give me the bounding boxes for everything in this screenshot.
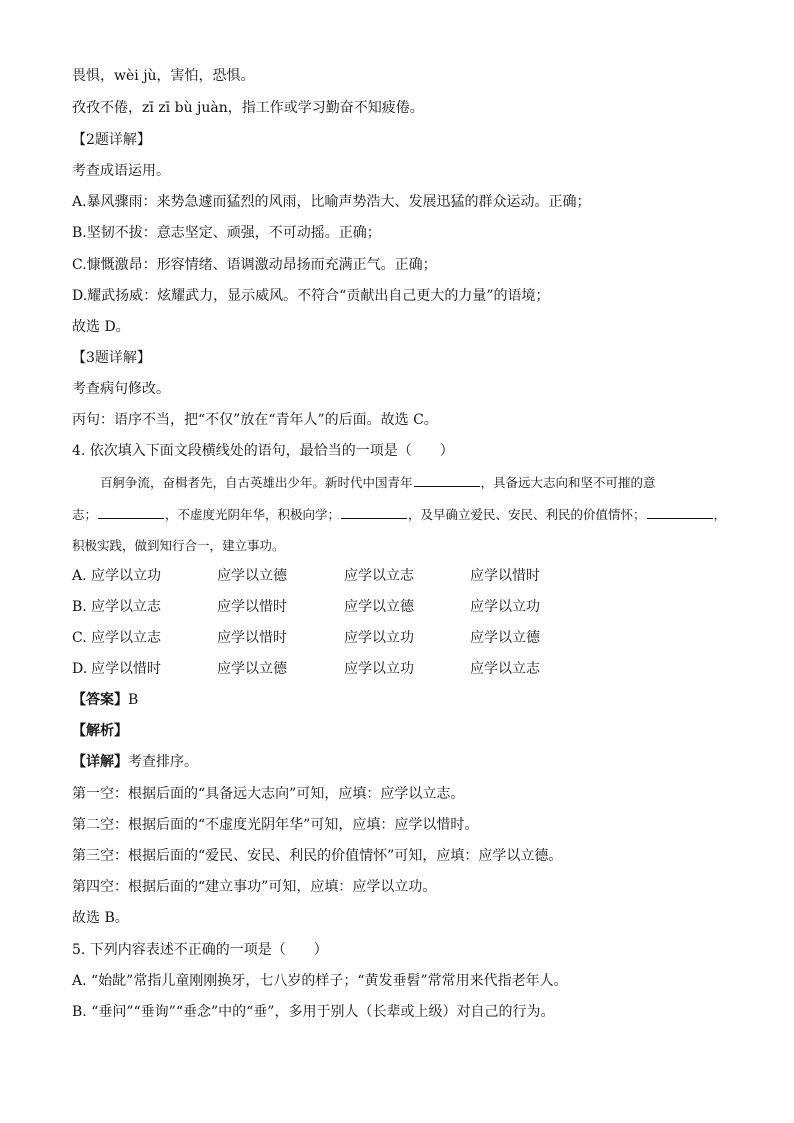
passage-text: ，具备远大志向和坚不可摧的意 bbox=[480, 475, 656, 490]
text-line: 丙句：语序不当，把“不仅”放在“青年人”的后面。故选 C。 bbox=[72, 412, 438, 428]
option-label: D. bbox=[72, 661, 88, 677]
answer-line bbox=[72, 690, 734, 710]
text-line: 故选 B。 bbox=[72, 910, 129, 926]
blank-2 bbox=[98, 506, 164, 519]
passage-text: 百舸争流，奋楫者先，自古英雄出少年。新时代中国青年 bbox=[100, 475, 413, 490]
option-item: 应学以惜时 bbox=[470, 568, 540, 584]
detail-line bbox=[72, 752, 734, 772]
text-line: 第二空：根据后面的“不虚度光阴年华”可知，应填：应学以惜时。 bbox=[72, 817, 479, 833]
question-stem: 4. 依次填入下面文段横线处的语句，最恰当的一项是（ ） bbox=[72, 443, 454, 459]
option-label: C. bbox=[72, 630, 87, 646]
text-line: 畏惧，wèi jù，害怕，恐惧。 bbox=[72, 68, 255, 84]
option-label: A. bbox=[72, 568, 87, 584]
section-heading: 【2题详解】 bbox=[72, 132, 151, 148]
analysis-tag: 【解析】 bbox=[72, 723, 128, 739]
passage-line: 积极实践，做到知行合一，建立事功。 bbox=[72, 538, 285, 553]
text-line: 孜孜不倦，zī zī bù juàn，指工作或学习勤奋不知疲倦。 bbox=[72, 100, 424, 116]
option-item: 应学以惜时 bbox=[217, 630, 287, 646]
text-line: D.耀武扬威：炫耀武力，显示威风。不符合“贡献出自己更大的力量”的语境； bbox=[72, 288, 550, 304]
passage-line bbox=[100, 473, 734, 493]
option-item: 应学以立德 bbox=[217, 568, 287, 584]
option-item: 应学以立志 bbox=[91, 630, 161, 646]
text-line: A.暴风骤雨：来势急遽而猛烈的风雨，比喻声势浩大、发展迅猛的群众运动。正确； bbox=[72, 194, 591, 210]
option-item: 应学以立德 bbox=[470, 630, 540, 646]
text-line: 第一空：根据后面的“具备远大志向”可知，应填：应学以立志。 bbox=[72, 786, 465, 802]
option-item: 应学以惜时 bbox=[91, 661, 161, 677]
option-item: 应学以惜时 bbox=[217, 599, 287, 615]
passage-text: ，不虚度光阴年华，积极向学； bbox=[165, 507, 341, 522]
detail-tag: 【详解】 bbox=[72, 754, 128, 770]
section-heading: 【3题详解】 bbox=[72, 350, 151, 366]
answer-tag: 【答案】 bbox=[72, 692, 128, 708]
passage-text: 志； bbox=[72, 507, 98, 522]
option-item: 应学以立志 bbox=[344, 568, 414, 584]
detail-text: 考查排序。 bbox=[128, 754, 198, 770]
text-line: 考查成语运用。 bbox=[72, 163, 170, 179]
blank-1 bbox=[414, 474, 480, 487]
option-label: B. bbox=[72, 599, 87, 615]
option-item: 应学以立志 bbox=[91, 599, 161, 615]
option-item: 应学以立功 bbox=[91, 568, 161, 584]
option-item: 应学以立德 bbox=[217, 661, 287, 677]
option-line: A. “始龀”常指儿童刚刚换牙，七八岁的样子；“黄发垂髫”常常用来代指老年人。 bbox=[72, 973, 568, 989]
option-item: 应学以立功 bbox=[344, 630, 414, 646]
text-line: 第三空：根据后面的“爱民、安民、利民的价值情怀”可知，应填：应学以立德。 bbox=[72, 848, 563, 864]
option-item: 应学以立德 bbox=[344, 599, 414, 615]
text-line: 第四空：根据后面的“建立事功”可知，应填：应学以立功。 bbox=[72, 879, 437, 895]
passage-text: ，及早确立爱民、安民、利民的价值情怀； bbox=[408, 507, 646, 522]
blank-4 bbox=[647, 506, 713, 519]
question-stem: 5. 下列内容表述不正确的一项是（ ） bbox=[72, 942, 328, 958]
option-line: B. “垂问”“垂询”“垂念”中的“垂”，多用于别人（长辈或上级）对自己的行为。 bbox=[72, 1004, 555, 1020]
answer-value: B bbox=[128, 692, 139, 708]
text-line: C.慷慨激昂：形容情绪、语调激动昂扬而充满正气。正确； bbox=[72, 257, 437, 273]
blank-3 bbox=[341, 506, 407, 519]
text-line: B.坚韧不拔：意志坚定、顽强，不可动摇。正确； bbox=[72, 225, 381, 241]
option-item: 应学以立功 bbox=[344, 661, 414, 677]
text-line: 考查病句修改。 bbox=[72, 381, 170, 397]
passage-line bbox=[72, 505, 734, 525]
text-line: 故选 D。 bbox=[72, 319, 130, 335]
option-item: 应学以立志 bbox=[470, 661, 540, 677]
option-item: 应学以立功 bbox=[470, 599, 540, 615]
passage-text: ， bbox=[713, 507, 727, 522]
